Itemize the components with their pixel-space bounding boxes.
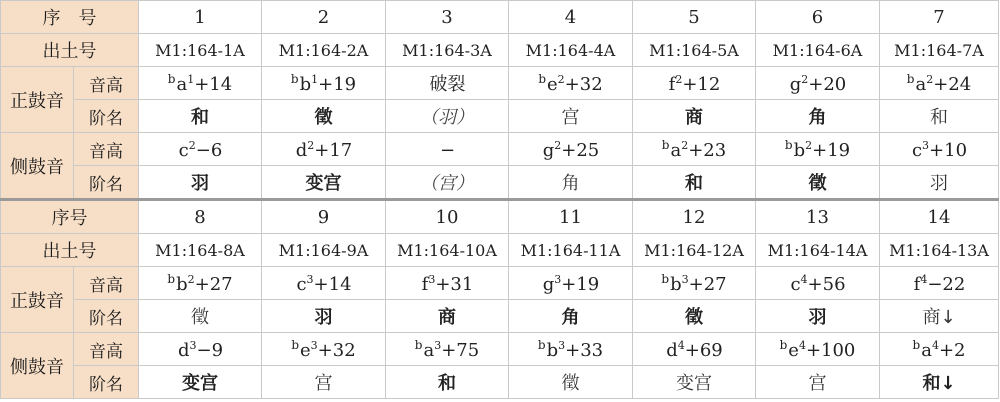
pitch-label: 音高 <box>74 133 139 166</box>
cents-value: +2 <box>938 339 966 361</box>
seq-cell: 9 <box>262 200 386 234</box>
side-pitch-cell <box>633 333 756 366</box>
cents-value: +20 <box>808 73 847 95</box>
step-name-label: 阶名 <box>74 300 139 333</box>
side-pitch-cell <box>880 333 999 366</box>
seq-cell: 7 <box>880 1 999 34</box>
flat-mark: b <box>290 71 299 86</box>
octave-sup: 3 <box>681 272 689 286</box>
octave-sup: 4 <box>798 338 806 352</box>
side-pitch-cell <box>756 333 880 366</box>
excavation-code: M1:164-8A <box>139 234 262 267</box>
octave-sup: 2 <box>307 138 315 152</box>
side-pitch-cell <box>633 133 756 166</box>
flat-mark: b <box>661 137 670 152</box>
note-letter: c <box>911 139 923 161</box>
cents-value: +19 <box>812 139 851 161</box>
octave-sup: 2 <box>557 72 565 86</box>
note-letter: g <box>789 73 802 95</box>
note-letter: b <box>299 73 312 95</box>
side-step-name-cell: 徵 <box>756 166 880 200</box>
octave-sup: 2 <box>681 138 689 152</box>
cents-value: +69 <box>684 339 723 361</box>
side-step-name-cell: 和↓ <box>880 366 999 399</box>
front-step-name-cell: 商 <box>386 300 509 333</box>
octave-sup: 3 <box>434 338 442 352</box>
flat-mark: b <box>167 271 176 286</box>
excavation-code: M1:164-14A <box>756 234 880 267</box>
side-pitch-cell <box>139 133 262 166</box>
side-step-name-cell: 羽 <box>139 166 262 200</box>
note-letter: − <box>439 139 456 161</box>
flat-mark: b <box>167 71 176 86</box>
note-letter: f <box>421 273 429 295</box>
excavation-code: M1:164-13A <box>880 234 999 267</box>
step-name-label: 阶名 <box>74 366 139 399</box>
step-name-label: 阶名 <box>74 100 139 133</box>
flat-mark: b <box>912 337 921 352</box>
side-pitch-cell <box>139 333 262 366</box>
flat-mark: b <box>291 337 300 352</box>
seq-cell: 12 <box>633 200 756 234</box>
seq-cell: 11 <box>509 200 633 234</box>
octave-sup: 2 <box>805 138 813 152</box>
cents-value: +75 <box>441 339 480 361</box>
octave-sup: 3 <box>310 338 318 352</box>
seq-cell: 2 <box>262 1 386 34</box>
octave-sup: 2 <box>926 72 934 86</box>
octave-sup: 3 <box>558 338 566 352</box>
side-pitch-cell <box>880 133 999 166</box>
side-pitch-cell <box>756 133 880 166</box>
side-pitch-cell <box>262 133 386 166</box>
side-step-name-cell: 宫 <box>262 366 386 399</box>
excavation-code: M1:164-5A <box>633 34 756 67</box>
octave-sup: 3 <box>189 338 197 352</box>
front-pitch-cell <box>386 267 509 300</box>
cents-value: +56 <box>807 273 846 295</box>
note-letter: b <box>176 273 188 295</box>
front-pitch-cell <box>386 67 509 100</box>
note-letter: a <box>423 339 435 361</box>
front-pitch-cell <box>633 67 756 100</box>
note-letter: e <box>788 339 799 361</box>
front-pitch-cell <box>139 267 262 300</box>
cents-value: +19 <box>561 273 600 295</box>
side-pitch-cell <box>386 133 509 166</box>
front-step-name-cell: 和 <box>880 100 999 133</box>
note-letter: d <box>666 339 678 361</box>
side-step-name-cell: 变宫 <box>139 366 262 399</box>
cents-value: +24 <box>933 73 972 95</box>
side-step-name-cell: 角 <box>509 166 633 200</box>
octave-sup: 3 <box>428 272 436 286</box>
flat-mark: b <box>779 337 788 352</box>
excavation-code: M1:164-1A <box>139 34 262 67</box>
side-pitch-cell <box>509 133 633 166</box>
side-step-name-cell: 徵 <box>509 366 633 399</box>
excavation-code: M1:164-4A <box>509 34 633 67</box>
note-letter: d <box>177 339 190 361</box>
octave-sup: 1 <box>311 72 319 86</box>
cents-value: −9 <box>196 339 224 361</box>
cents-value: +27 <box>194 273 233 295</box>
cents-value: +25 <box>561 139 600 161</box>
cents-value: +12 <box>682 73 721 95</box>
seq-cell: 5 <box>633 1 756 34</box>
seq-cell: 10 <box>386 200 509 234</box>
cents-value: −6 <box>195 139 223 161</box>
seq-header: 序 号 <box>1 1 139 34</box>
pitch-label: 音高 <box>74 333 139 366</box>
cents-value: +100 <box>805 339 856 361</box>
note-letter: 破裂 <box>429 74 466 95</box>
flat-mark: b <box>538 71 547 86</box>
excavation-header: 出土号 <box>1 34 139 67</box>
front-step-name-cell: 角 <box>509 300 633 333</box>
side-step-name-cell: 和 <box>633 166 756 200</box>
side-step-name-cell: 宫 <box>756 366 880 399</box>
front-step-name-cell: 商↓ <box>880 300 999 333</box>
note-letter: b <box>793 139 806 161</box>
note-letter: e <box>300 339 311 361</box>
note-letter: c <box>790 273 801 295</box>
octave-sup: 4 <box>800 272 808 286</box>
flat-mark: b <box>661 271 670 286</box>
step-name-label: 阶名 <box>74 166 139 200</box>
front-step-name-cell: 宫 <box>509 100 633 133</box>
note-letter: g <box>542 139 555 161</box>
cents-value: +14 <box>194 73 233 95</box>
note-letter: c <box>178 139 189 161</box>
note-letter: a <box>176 73 188 95</box>
side-pitch-cell <box>386 333 509 366</box>
front-step-name-cell: 羽 <box>262 300 386 333</box>
excavation-code: M1:164-10A <box>386 234 509 267</box>
note-letter: a <box>921 339 932 361</box>
note-letter: e <box>547 73 558 95</box>
note-letter: f <box>668 73 676 95</box>
front-step-name-cell: 商 <box>633 100 756 133</box>
octave-sup: 2 <box>675 72 683 86</box>
cents-value: +31 <box>435 273 474 295</box>
front-step-name-cell: 和 <box>139 100 262 133</box>
side-pitch-cell <box>509 333 633 366</box>
octave-sup: 4 <box>677 338 685 352</box>
cents-value: +32 <box>317 339 356 361</box>
octave-sup: 3 <box>554 272 562 286</box>
front-tone-header: 正鼓音 <box>1 67 74 133</box>
excavation-code: M1:164-11A <box>509 234 633 267</box>
seq-header: 序号 <box>1 200 139 234</box>
side-step-name-cell: 羽 <box>880 166 999 200</box>
front-pitch-cell <box>262 67 386 100</box>
excavation-code: M1:164-3A <box>386 34 509 67</box>
flat-mark: b <box>414 337 423 352</box>
seq-cell: 8 <box>139 200 262 234</box>
cents-value: −22 <box>927 273 966 295</box>
flat-mark: b <box>784 137 793 152</box>
side-tone-header: 侧鼓音 <box>1 133 74 200</box>
side-step-name-cell: 变宫 <box>633 366 756 399</box>
octave-sup: 4 <box>920 272 928 286</box>
octave-sup: 1 <box>187 72 195 86</box>
excavation-code: M1:164-12A <box>633 234 756 267</box>
cents-value: +32 <box>564 73 603 95</box>
note-letter: a <box>915 73 927 95</box>
excavation-code: M1:164-2A <box>262 34 386 67</box>
excavation-header: 出土号 <box>1 234 139 267</box>
seq-cell: 1 <box>139 1 262 34</box>
front-pitch-cell <box>262 267 386 300</box>
front-pitch-cell <box>139 67 262 100</box>
seq-cell: 14 <box>880 200 999 234</box>
cents-value: +14 <box>313 273 352 295</box>
seq-cell: 6 <box>756 1 880 34</box>
front-step-name-cell: 徵 <box>633 300 756 333</box>
front-step-name-cell: 徵 <box>139 300 262 333</box>
excavation-code: M1:164-6A <box>756 34 880 67</box>
note-letter: c <box>296 273 307 295</box>
front-pitch-cell <box>509 267 633 300</box>
note-letter: f <box>913 273 921 295</box>
cents-value: +33 <box>565 339 604 361</box>
side-step-name-cell: （宫） <box>386 166 509 200</box>
front-pitch-cell <box>756 267 880 300</box>
flat-mark: b <box>537 337 546 352</box>
flat-mark: b <box>906 71 915 86</box>
cents-value: +17 <box>314 139 353 161</box>
front-step-name-cell: 羽 <box>756 300 880 333</box>
note-letter: a <box>670 139 682 161</box>
seq-cell: 13 <box>756 200 880 234</box>
note-letter: b <box>670 273 682 295</box>
octave-sup: 2 <box>554 138 562 152</box>
note-letter: g <box>542 273 555 295</box>
cents-value: +19 <box>318 73 357 95</box>
octave-sup: 3 <box>922 138 930 152</box>
side-tone-header: 侧鼓音 <box>1 333 74 399</box>
front-tone-header: 正鼓音 <box>1 267 74 333</box>
octave-sup: 4 <box>931 338 939 352</box>
cents-value: +27 <box>688 273 727 295</box>
cents-value: +23 <box>688 139 727 161</box>
octave-sup: 3 <box>306 272 314 286</box>
octave-sup: 2 <box>187 272 195 286</box>
octave-sup: 2 <box>801 72 809 86</box>
excavation-code: M1:164-9A <box>262 234 386 267</box>
pitch-label: 音高 <box>74 67 139 100</box>
pitch-label: 音高 <box>74 267 139 300</box>
seq-cell: 4 <box>509 1 633 34</box>
cents-value: +10 <box>929 139 968 161</box>
front-pitch-cell <box>880 267 999 300</box>
side-step-name-cell: 变宫 <box>262 166 386 200</box>
front-pitch-cell <box>509 67 633 100</box>
front-step-name-cell: 徵 <box>262 100 386 133</box>
front-pitch-cell <box>880 67 999 100</box>
side-step-name-cell: 和 <box>386 366 509 399</box>
octave-sup: 2 <box>188 138 196 152</box>
front-step-name-cell: （羽） <box>386 100 509 133</box>
seq-cell: 3 <box>386 1 509 34</box>
front-step-name-cell: 角 <box>756 100 880 133</box>
note-letter: b <box>546 339 559 361</box>
excavation-code: M1:164-7A <box>880 34 999 67</box>
note-letter: d <box>295 139 308 161</box>
front-pitch-cell <box>633 267 756 300</box>
side-pitch-cell <box>262 333 386 366</box>
front-pitch-cell <box>756 67 880 100</box>
